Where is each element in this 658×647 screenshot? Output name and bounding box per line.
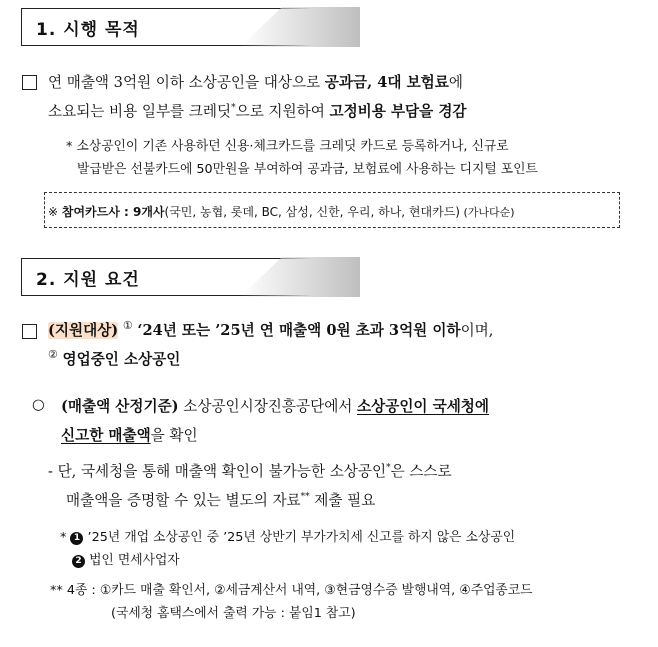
requirement-line-1: (지원대상) ① ‘24년 또는 ’25년 연 매출액 0원 초과 3억원 이하이며, [48,319,494,339]
section-header-2 [21,258,357,296]
footnote-double-star-line-1: ** 4종 : ①카드 매출 확인서, ②세금계산서 내역, ③현금영수증 발행내역, ④주업종코드 [50,583,533,598]
note-line-2: 발급받은 선불카드에 50만원을 부여하여 공과금, 보험료에 사용하는 디지털 포인트 [77,162,538,177]
number-1-icon: 1 [70,532,83,545]
requirement-label: (지원대상) [48,322,119,339]
footnote-star-line-2: 2 법인 면세사업자 [72,549,180,568]
number-2-icon: 2 [72,555,85,568]
checkbox-bullet [22,324,37,339]
checkbox-bullet [22,75,37,90]
exception-line-1: - 단, 국세청을 통해 매출액 확인이 불가능한 소상공인*은 스스로 [48,463,452,480]
purpose-line-1: 연 매출액 3억원 이하 소상공인을 대상으로 공과금, 4대 보험료에 [48,74,463,91]
footnote-double-star-line-2: (국세청 홈택스에서 출력 가능 : 붙임1 참고) [111,606,356,621]
footnote-star-line-1: * 1 ’25년 개업 소상공인 중 ’25년 상반기 부가가치세 신고를 하지 않은 소상공인 [60,530,516,545]
card-companies-text: ※ 참여카드사 : 9개사(국민, 농협, 롯데, BC, 삼성, 신한, 우리, 하나, 현대카드) (가나다순) [48,205,515,219]
note-line-1: * 소상공인이 기존 사용하던 신용·체크카드를 크레딧 카드로 등록하거나, 신규로 [66,139,509,154]
exception-line-2: 매출액을 증명할 수 있는 별도의 자료** 제출 필요 [66,492,376,509]
header-shade [240,257,360,297]
requirement-line-2: ② 영업중인 소상공인 [48,348,181,368]
sales-standard-bullet: ○ [32,396,45,413]
section-title: 1. 시행 목적 [36,19,140,40]
header-shade [240,7,360,47]
sales-standard-line-1: (매출액 산정기준) 소상공인시장진흥공단에서 소상공인이 국세청에 [61,398,489,415]
section-header-1 [21,8,357,46]
sales-standard-line-2: 신고한 매출액을 확인 [61,427,198,444]
section-title: 2. 지원 요건 [36,269,140,290]
purpose-line-2: 소요되는 비용 일부를 크레딧*으로 지원하여 고정비용 부담을 경감 [48,103,467,120]
